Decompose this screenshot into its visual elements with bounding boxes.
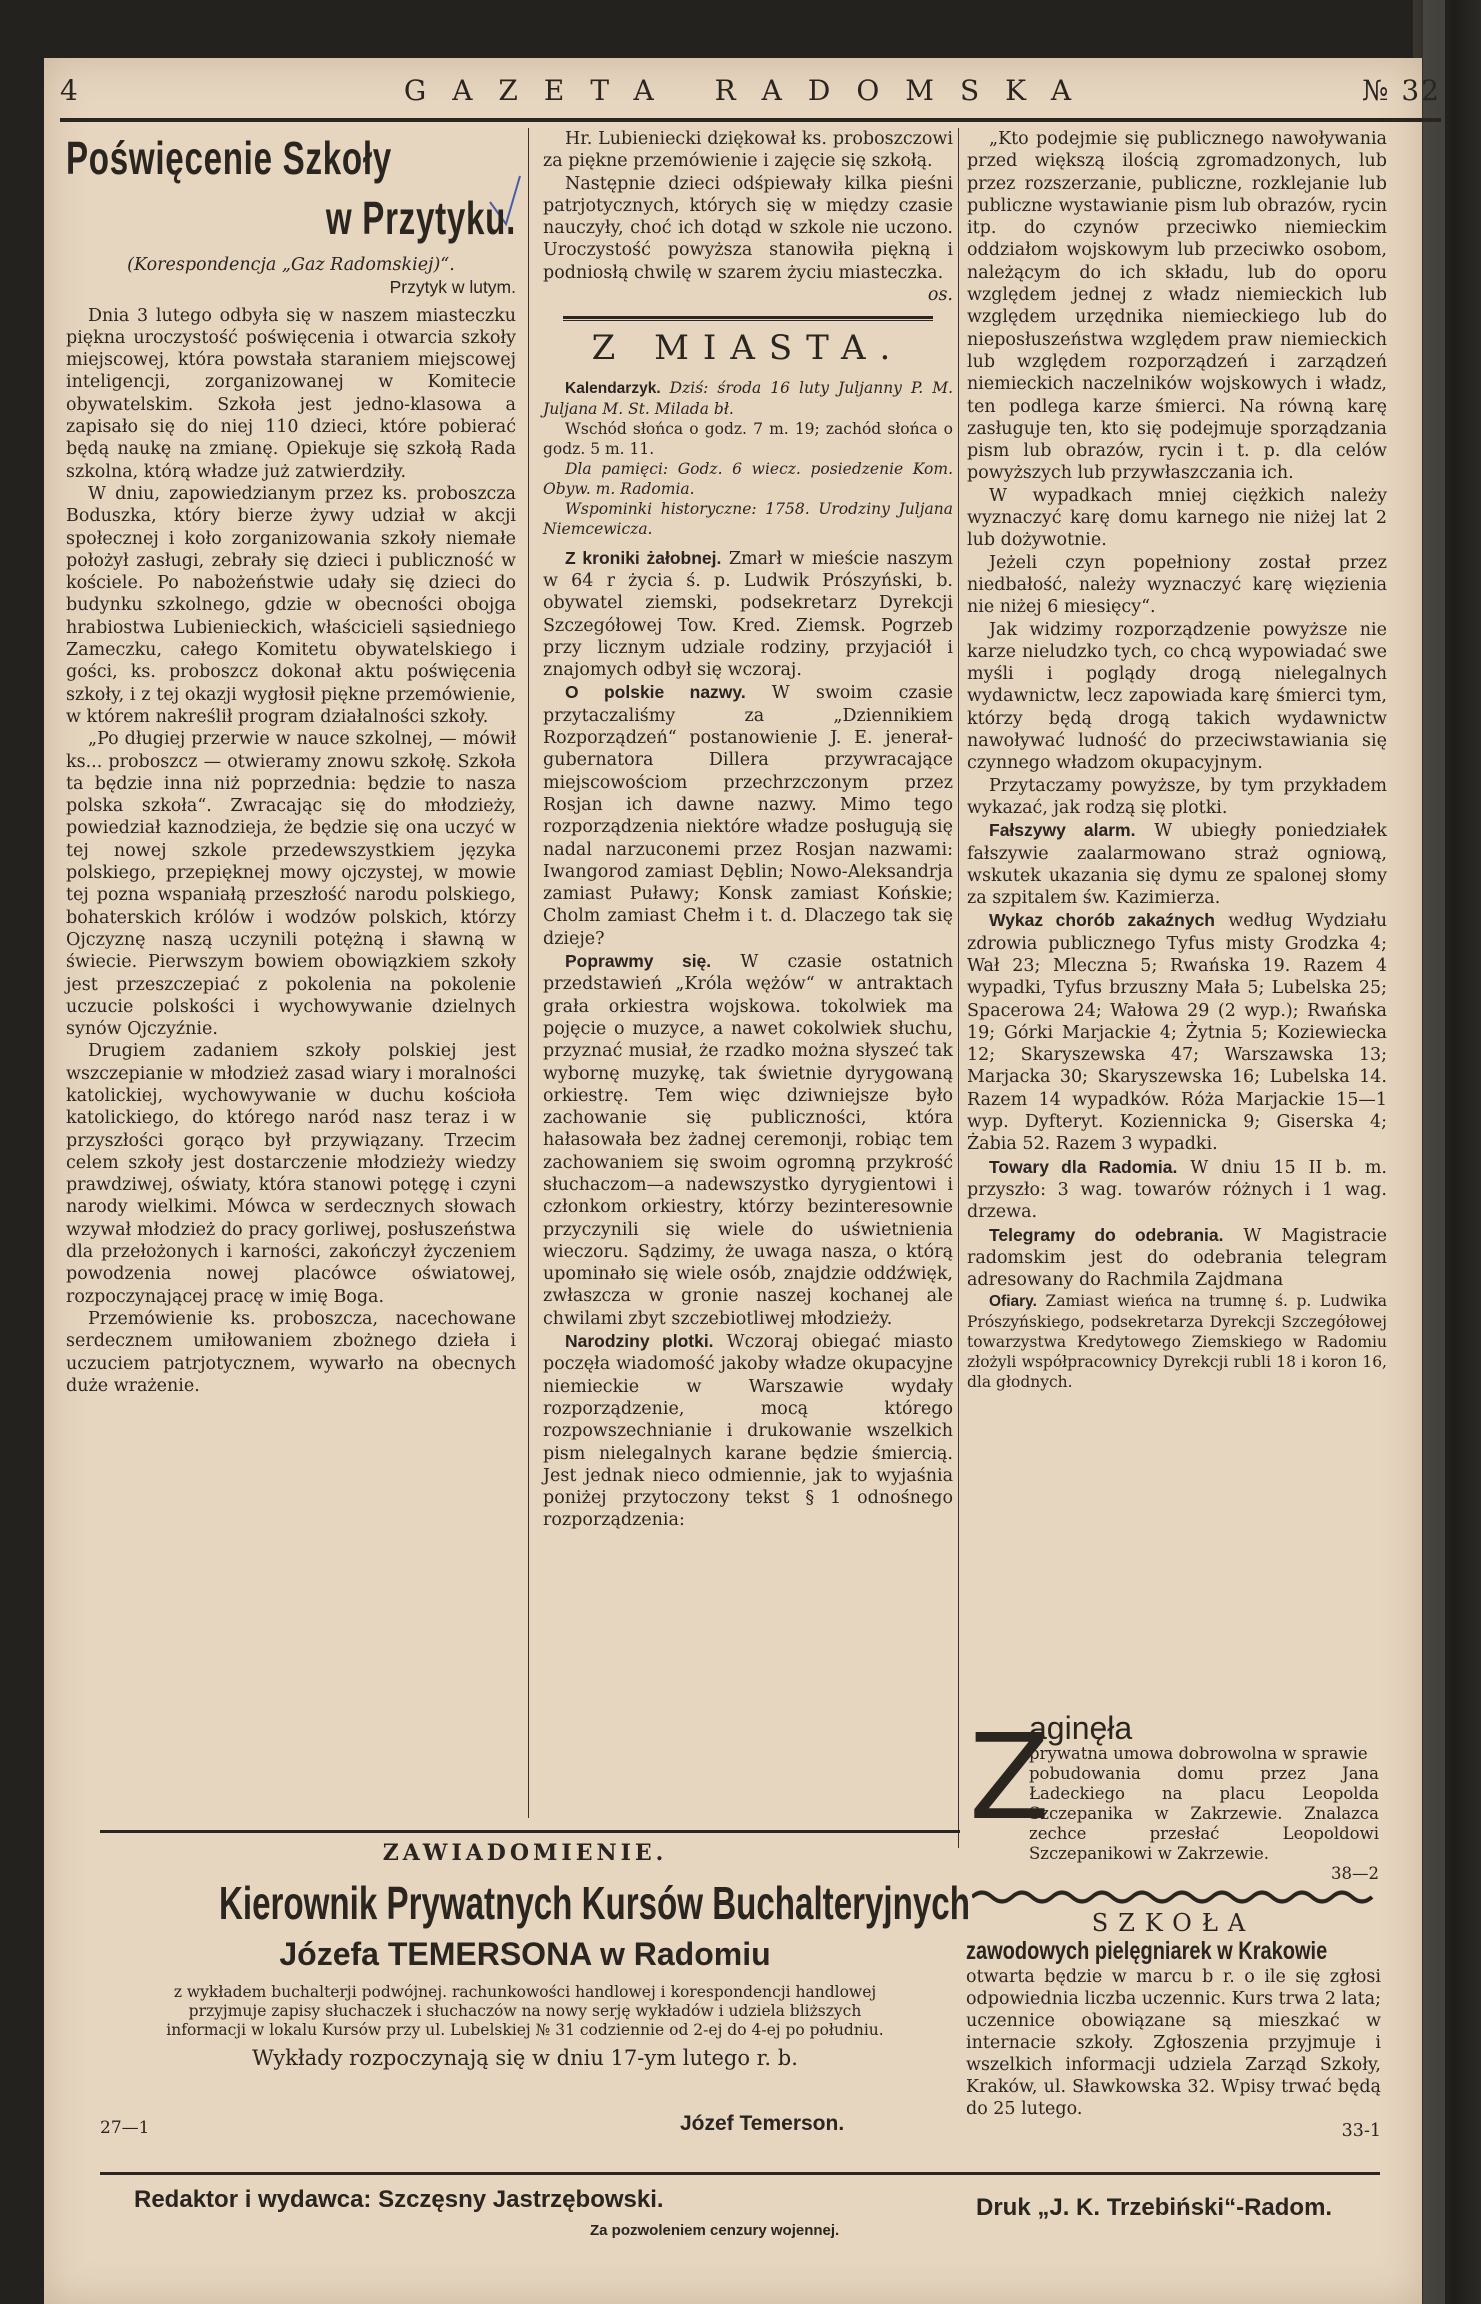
item-text: Wczoraj obiegać miasto poczęła wiadomość jakoby władze okupacyjne niemieckie w Warszawie wydały rozporządzenie, mocą którego rozpowszechnianie i drukowanie wszelkich pism nielegalnych karane będzie śmiercią. Jest jednak nieco odmiennie, jak to wyjaśnia poniżej przytoczony tekst § 1 odnośnego rozporządzenia: bbox=[543, 1332, 953, 1531]
ad-top-rule bbox=[100, 1830, 960, 1833]
section-rule bbox=[563, 316, 933, 321]
item-lead: Towary dla Radomia. bbox=[989, 1156, 1178, 1177]
item-text: W dniu 15 II b. m. przyszło: 3 wag. towarów różnych i 1 wag. drzewa. bbox=[967, 1157, 1387, 1223]
item-lead: Fałszywy alarm. bbox=[989, 820, 1136, 841]
paragraph: Jak widzimy rozporządzenie powyższe nie karze nieludzko tych, co chcą wypowiadać swe myśli i poglądy drogą nielegalnych wydawnictw, lecz zapowiada karę śmierci tym, którzy będą drogą takich wydawnictw nawoływać ludność do przeciwstawiania się czynnego władzom okupacyjnym. bbox=[967, 619, 1387, 774]
column-divider-2 bbox=[958, 128, 959, 1848]
notice-heading: SZKOŁA bbox=[1091, 1909, 1256, 1937]
notice-text: pobudowania domu przez Jana Ładeckiego na placu Leopolda Szczepanika w Zakrzewie. Znalazca zechce przesłać Leopoldowi Szczepanikowi w Zakrzewie. bbox=[1029, 1764, 1379, 1863]
dateline: Przytyk w lutym. bbox=[389, 277, 516, 298]
lost-notice bbox=[969, 1708, 1379, 1883]
paragraph: „Po długiej przerwie w nauce szkolnej, — mówił ks... proboszcz — otwieramy znowu szkołę. Szkoła ta będzie inna niż poprzednia: będzie to nasza polska szkoła“. Zwracając się do młodzieży, powiedział kaznodzieja, że będzie się ona uczyć w tej nowej szkole przedewszystkiem języka polskiego, przepięknej mowy ojczystej, w mowie tej pozna wspaniałą przeszłość narodu polskiego, bohaterskich królów i wodzów polskich, którzy Ojczyznę naszą uczynili potężną i sławną w świecie. Pierwszym bowiem obowiązkiem szkoły jest przeszczepiać z pokolenia na pokolenie uczucie polskości i wychowywanie dzielnych synów Ojczyźnie. bbox=[66, 729, 516, 1040]
section-heading: Z MIASTA. bbox=[591, 328, 905, 369]
paragraph: Dnia 3 lutego odbyła się w naszem miasteczku piękna uroczystość poświęcenia i otwarcia szkoły miejscowej, która powstała staraniem miejscowej inteligencji, zorganizowanej w Komitecie obywatelskim. Szkoła jest jedno-klasowa a zapisało się do niej 110 dzieci, które pobierać będą naukę na zmianę. Opiekuje się szkołą Rada szkolna, którą władze już zatwierdziły. bbox=[66, 305, 516, 482]
item-text: Dziś: środa 16 luty Juljanny P. M. Juljana M. St. Milada bł. bbox=[543, 378, 953, 418]
item-text: Wspominki historyczne: 1758. Urodziny Juljana Niemcewicza. bbox=[543, 499, 953, 538]
newspaper-title: GAZETA RADOMSKA bbox=[403, 74, 1098, 107]
notice-ref: 38—2 bbox=[1331, 1864, 1379, 1883]
ad-subtitle: Józefa TEMERSONA w Radomiu bbox=[279, 1936, 771, 1972]
item-lead: Z kroniki żałobnej. bbox=[565, 547, 722, 568]
item-lead: Ofiary. bbox=[989, 1293, 1037, 1311]
book-binding bbox=[1413, 0, 1481, 2304]
column-divider-1 bbox=[528, 128, 529, 1818]
ornamental-border bbox=[972, 1888, 1380, 1906]
ad-heading: ZAWIADOMIENIE. bbox=[382, 1840, 668, 1866]
item-text: W ubiegły poniedziałek fałszywie zaalarmowano straż ogniową, wskutek ukazania się dymu ze spalonej słomy za szpitalem św. Kazimierza. bbox=[967, 821, 1387, 909]
column-3 bbox=[967, 128, 1387, 1668]
paragraph: Następnie dzieci odśpiewały kilka pieśni patrjotycznych, których się w między czasie nauczyły, choć ich dotąd w szkole nie uczono. Uroczystość powyższa stanowiła piękną i podniosłą chwilę w szarem życiu miasteczka. bbox=[543, 173, 953, 283]
nursing-school-notice bbox=[966, 1909, 1381, 2202]
item-lead: Telegramy do odebrania. bbox=[989, 1224, 1224, 1245]
paragraph: Drugiem zadaniem szkoły polskiej jest wszczepianie w młodzież zasad wiary i moralności katolickiej, wychowywanie w duchu kościoła katolickiego, do którego naród nasz teraz i w przyszłości gorąco był przywiązany. Trzecim celem szkoły jest dostarczenie młodzieży wiedzy prawdziwej, oświaty, która stanowi potęgę i czyni narody wielkimi. Mówca w serdecznych słowach wzywał młodzież do pracy gorliwej, posłuszeństwa dla przełożonych i karności, zakończył życzeniem powodzenia nowej placówce oświatowej, rozpoczynającej pracę w imię Boga. bbox=[66, 1041, 516, 1307]
column-2 bbox=[543, 128, 953, 1828]
item-text: W czasie ostatnich przedstawień „Króla wężów“ w antraktach grała orkiestra wojskowa. tokolwiek ma pojęcie o muzyce, a nawet cokolwiek słuchu, przyznać musiał, że rzadko można słyszeć tak wybornę muzykę, tak świetnie dyrygowaną orkiestrę. Tem więc dziwniejsze było zachowanie się publiczności, która hałasowała bez żadnej ceremonji, robiąc tem zachowaniem się swoim ogromną przykrość słuchaczom—a nadewszystko dyrygientowi i członkom orkiestry, którzy bezinteresownie przyczynili się wiele do uświetnienia wieczoru. Sądzimy, że uwaga nasza, o którą upominało się wiele osób, znajdzie oddźwięk, zwłaszcza w gronie naszej kochanej ale chwilami zbyt szczebiotliwej młodzieży. bbox=[543, 952, 953, 1329]
item-text: Zamiast wieńca na trumnę ś. p. Ludwika Prószyńskiego, podsekretarza Dyrekcji Szczegółowej towarzystwa Kredytowego Ziemskiego w Radomiu złożyli współpracownicy Dyrekcji rubli 18 i koron 16, dla głodnych. bbox=[967, 1292, 1387, 1392]
issue-number: № 32 bbox=[1361, 74, 1441, 107]
courses-advertisement bbox=[100, 1840, 970, 2150]
item-lead: Kalendarzyk. bbox=[565, 379, 661, 397]
notice-text: prywatna umowa dobrowolna w sprawie bbox=[1029, 1744, 1368, 1763]
censorship-line: Za pozwoleniem cenzury wojennej. bbox=[590, 2222, 840, 2239]
editor-line: Redaktor i wydawca: Szczęsny Jastrzębowski. bbox=[134, 2186, 664, 2213]
article-title-line1: Poświęcenie Szkoły bbox=[66, 132, 392, 184]
header-rule bbox=[60, 118, 1441, 122]
item-lead: Narodziny plotki. bbox=[565, 1331, 714, 1352]
paragraph: Przemówienie ks. proboszcza, nacechowane serdecznem umiłowaniem zbożnego dzieła i uczuciem patrjotycznem, wywarło na obecnych duże wrażenie. bbox=[66, 1308, 516, 1396]
item-lead: Poprawmy się. bbox=[565, 951, 712, 972]
item-text: Zmarł w mieście naszym w 64 r życia ś. p. Ludwik Prószyński, b. obywatel ziemski, podsekretarz Dyrekcji Szczegółowej Tow. Kred. Ziemsk. Pogrzeb przy licznym udziale rodziny, przyjaciół i znajomych odbył się wczoraj. bbox=[543, 548, 953, 681]
article-title-line2: w Przytyku. bbox=[325, 192, 516, 244]
paragraph: Przytaczamy powyższe, by tym przykładem wykazać, jak rodzą się plotki. bbox=[967, 775, 1387, 818]
page-number: 4 bbox=[60, 74, 80, 107]
notice-heading: aginęła bbox=[1029, 1710, 1133, 1746]
drop-cap: Z bbox=[969, 1708, 1050, 1846]
item-text: Dla pamięci: Godz. 6 wiecz. posiedzenie Kom. Obyw. m. Radomia. bbox=[543, 459, 953, 498]
ad-body: z wykładem buchalterji podwójnej. rachunkowości handlowej i korespondencji handlowej przyjmuje zapisy słuchaczek i słuchaczów na nowy serję wykładów i udziela bliższych informacji w lokalu Kursów przy ul. Lubelskiej № 31 codziennie od 2-ej do 4-ej po południu. bbox=[166, 1983, 884, 2039]
paragraph: Hr. Lubieniecki dziękował ks. proboszczowi za piękne przemówienie i zajęcie się szkołą. bbox=[543, 129, 953, 172]
footer-rule bbox=[100, 2172, 1380, 2175]
printer-line: Druk „J. K. Trzebiński“-Radom. bbox=[976, 2194, 1333, 2221]
item-lead: Wykaz chorób zakaźnych bbox=[989, 910, 1215, 931]
page-header bbox=[60, 74, 1441, 114]
paragraph: „Kto podejmie się publicznego nawoływania przed większą ilością zgromadzonych, lub przez rozszerzanie, publiczne, rozklejanie lub publiczne wystawianie pism lub obrazów, rycin itp. do czynów przeciwko niemieckim oddziałom wojskowym lub przeciwko osobom, należącym do ich składu, lub do oporu względem jednej z władz niemieckich lub względem urzędnika niemieckiego lub do nieposłuszeństwa względem praw niemieckich lub względem rozporządzeń i zarządzeń niemieckich naczelników wojskowych i władz, ten podlega karze śmierci. Na równą karę zasługuje ten, kto się podejmuje sporządzania pism lub obrazów, rycin i t. p. dla celów powyższych lub przywłaszczania ich. bbox=[967, 129, 1387, 484]
correspondence-note: (Korespondencja „Gaz Radomskiej)“. bbox=[127, 255, 455, 275]
notice-text: otwarta będzie w marcu b r. o ile się zgłosi odpowiednia liczba uczennic. Kurs trwa 2 lata; uczennice obowiązane są mieszkać w internacie szkoły. Zgłoszenia przyjmuje i wszelkich informacji udziela Zarząd Szkoły, Kraków, ul. Sławkowska 32. Wpisy trwać będą do 25 lutego. bbox=[966, 1967, 1381, 2119]
item-text: W swoim czasie przytaczaliśmy za „Dziennikiem Rozporządzeń“ postanowienie J. E. jenerał-gubernatora Dillera przywracające miejscowościom przechrzczonym przez Rosjan ich dawne nazwy. Mimo tego rozporządzenia niektóre władze posługują się nadal narzuconemi przez Rosjan nazwami: Iwangorod zamiast Dęblin; Nowo-Aleksandrja zamiast Puławy; Konsk zamiast Końskie; Cholm zamiast Chełm i t. d. Dlaczego tak się dzieje? bbox=[543, 683, 953, 949]
paragraph: W wypadkach mniej ciężkich należy wyznaczyć karę domu karnego nie niżej lat 2 lub dożywotnie. bbox=[967, 485, 1387, 551]
notice-subheading: zawodowych pielęgniarek w Krakowie bbox=[966, 1937, 1328, 1965]
item-text: Wschód słońca o godz. 7 m. 19; zachód słońca o godz. 5 m. 11. bbox=[543, 419, 953, 458]
item-text: według Wydziału zdrowia publicznego Tyfus misty Grodzka 4; Wał 23; Mleczna 5; Rwańska 19. Razem 4 wypadki, Tyfus brzuszny Mała 5; Lubelska 25; Spacerowa 24; Wałowa 29 (2 wyp.); Rwańska 19; Górki Marjackie 4; Żytnia 5; Koziewiecka 12; Skaryszewska 47; Warszawska 13; Marjacka 30; Skaryszewska 16; Lubelska 14. Razem 14 wypadków. Róża Marjackie 15—1 wyp. Dyfteryt. Koziennicka 9; Giserska 4; Żabia 52. Razem 3 wypadki. bbox=[967, 911, 1387, 1155]
ad-ref: 27—1 bbox=[100, 2118, 150, 2138]
paragraph: W dniu, zapowiedzianym przez ks. proboszcza Boduszka, który bierze żywy udział w akcji społecznej i koło zorganizowania szkoły niemałe położył zasługi, zebrały się dzieci i publiczność w kościele. Po nabożeństwie udały się dzieci do budynku szkolnego, gdzie w obecności obojga hrabiostwa Lubienieckich, właścicieli sąsiedniego Zameczku, całego Komitetu obywatelskiego i gości, ks. proboszcz dokonał aktu poświęcenia szkoły, i z tej okazji wygłosił piękne przemówienie, w którem nakreślił program działalności szkoły. bbox=[66, 483, 516, 727]
column-1 bbox=[66, 128, 516, 1798]
author-signature: os. bbox=[927, 285, 953, 306]
ad-signature: Józef Temerson. bbox=[680, 2112, 845, 2135]
ad-title: Kierownik Prywatnych Kursów Buchalteryjnych bbox=[219, 1877, 970, 1929]
notice-ref: 33-1 bbox=[1341, 2121, 1381, 2141]
ad-start-date: Wykłady rozpoczynają się w dniu 17-ym lutego r. b. bbox=[252, 2046, 798, 2070]
item-text: W Magistracie radomskim jest do odebrania telegram adresowany do Rachmila Zajdmana bbox=[967, 1225, 1387, 1291]
item-lead: O polskie nazwy. bbox=[565, 682, 746, 703]
binding-tape bbox=[1423, 0, 1445, 2304]
paragraph: Jeżeli czyn popełniony został przez niedbałość, należy wyznaczyć karę więzienia nie niżej 6 miesięcy“. bbox=[967, 552, 1387, 618]
